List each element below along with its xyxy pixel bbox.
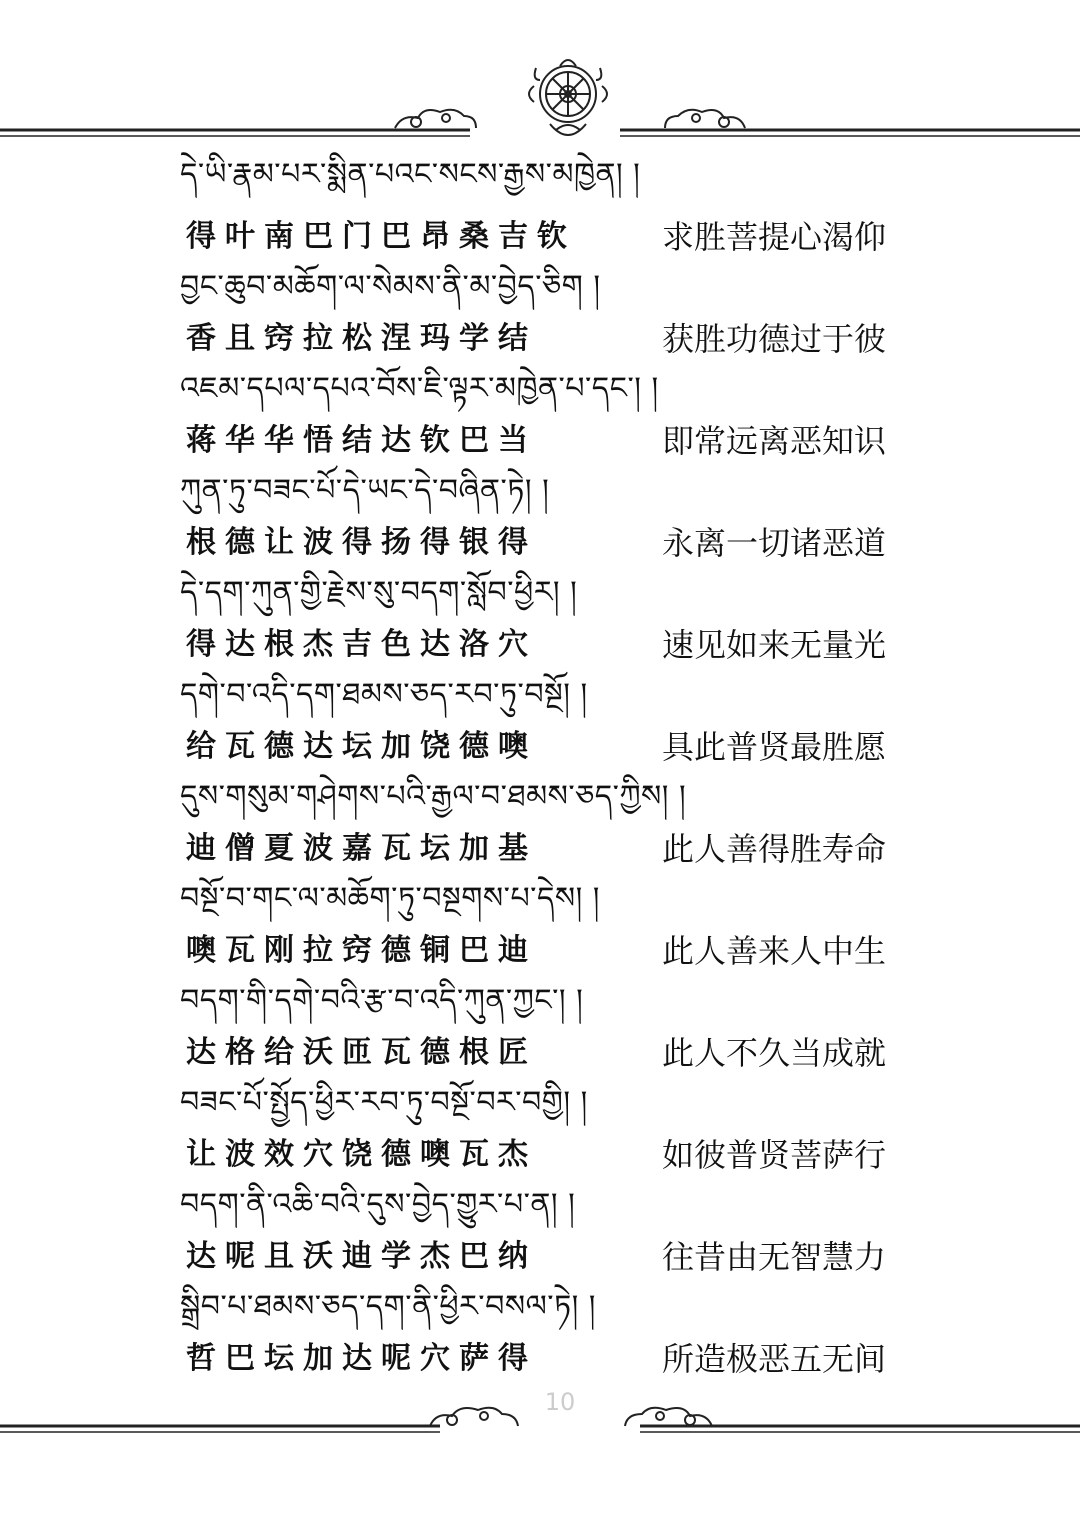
chinese-translation-line: 求胜菩提心渴仰: [662, 218, 887, 256]
chinese-translation-line: 此人善得胜寿命: [662, 830, 887, 868]
tibetan-verse-line: དེ་དག་ཀུན་གྱི་རྗེས་སུ་བདག་སློབ་ཕྱིར། །: [180, 575, 578, 610]
transliteration-line: 让波效穴饶德噢瓦杰: [186, 1137, 537, 1172]
tibetan-verse-line: ཀུན་ཏུ་བཟང་པོ་དེ་ཡང་དེ་བཞིན་ཏེ། །: [180, 473, 550, 508]
transliteration-line: 根德让波得扬得银得: [186, 525, 537, 560]
tibetan-verse-line: འཇམ་དཔལ་དཔའ་བོས་ཇི་ལྟར་མཁྱེན་པ་དང་། །: [180, 371, 659, 406]
cloud-ornament-bottom-right-icon: [625, 1408, 712, 1426]
tibetan-verse-line: དེ་ཡི་རྣམ་པར་སྨིན་པའང་སངས་རྒྱས་མཁྱེན། །: [180, 157, 641, 192]
chinese-translation-line: 如彼普贤菩萨行: [662, 1136, 887, 1174]
transliteration-line: 香且窍拉松涅玛学结: [186, 321, 537, 356]
chinese-translation-line: 速见如来无量光: [662, 626, 887, 664]
chinese-translation-line: 往昔由无智慧力: [662, 1238, 887, 1276]
tibetan-verse-line: བདག་གི་དགེ་བའི་རྩ་བ་འདི་ཀུན་ཀྱང་། །: [180, 983, 584, 1018]
chinese-translation-line: 即常远离恶知识: [662, 422, 887, 460]
transliteration-line: 迪僧夏波嘉瓦坛加基: [186, 831, 537, 866]
chinese-translation-line: 所造极恶五无间: [662, 1340, 887, 1378]
chinese-translation-line: 永离一切诸恶道: [662, 524, 887, 562]
tibetan-verse-line: བཟང་པོ་སྤྱོད་ཕྱིར་རབ་ཏུ་བསྔོ་བར་བགྱི། །: [180, 1085, 588, 1120]
tibetan-verse-line: བསྔོ་བ་གང་ལ་མཆོག་ཏུ་བསྔགས་པ་དེས། །: [180, 881, 600, 916]
tibetan-verse-line: སྒྲིབ་པ་ཐམས་ཅད་དག་ནི་ཕྱིར་བསལ་ཏེ། །: [180, 1289, 596, 1324]
transliteration-line: 哲巴坛加达呢穴萨得: [186, 1341, 537, 1376]
cloud-ornament-left-icon: [395, 110, 476, 128]
cloud-ornament-bottom-left-icon: [430, 1408, 518, 1426]
transliteration-line: 达格给沃匝瓦德根匠: [186, 1035, 537, 1070]
tibetan-verse-line: དུས་གསུམ་གཤེགས་པའི་རྒྱལ་བ་ཐམས་ཅད་ཀྱིས། །: [180, 779, 687, 814]
transliteration-line: 蒋华华悟结达钦巴当: [186, 423, 537, 458]
transliteration-line: 给瓦德达坛加饶德噢: [186, 729, 537, 764]
page-number: 10: [544, 1388, 576, 1416]
tibetan-verse-line: བྱང་ཆུབ་མཆོག་ལ་སེམས་ནི་མ་བྱེད་ཅིག །: [180, 269, 601, 304]
dharma-wheel-icon: [520, 50, 616, 150]
transliteration-line: 得达根杰吉色达洛穴: [186, 627, 537, 662]
cloud-ornament-right-icon: [665, 110, 745, 128]
tibetan-verse-line: དགེ་བ་འདི་དག་ཐམས་ཅད་རབ་ཏུ་བསྔོ། །: [180, 677, 588, 712]
chinese-translation-line: 获胜功德过于彼: [662, 320, 887, 358]
transliteration-line: 得叶南巴门巴昂桑吉钦: [186, 219, 576, 254]
chinese-translation-line: 此人善来人中生: [662, 932, 887, 970]
chinese-translation-line: 此人不久当成就: [662, 1034, 887, 1072]
transliteration-line: 达呢且沃迪学杰巴纳: [186, 1239, 537, 1274]
transliteration-line: 噢瓦刚拉窍德铜巴迪: [186, 933, 537, 968]
tibetan-verse-line: བདག་ནི་འཆི་བའི་དུས་བྱེད་གྱུར་པ་ན། །: [180, 1187, 576, 1222]
chinese-translation-line: 具此普贤最胜愿: [662, 728, 887, 766]
